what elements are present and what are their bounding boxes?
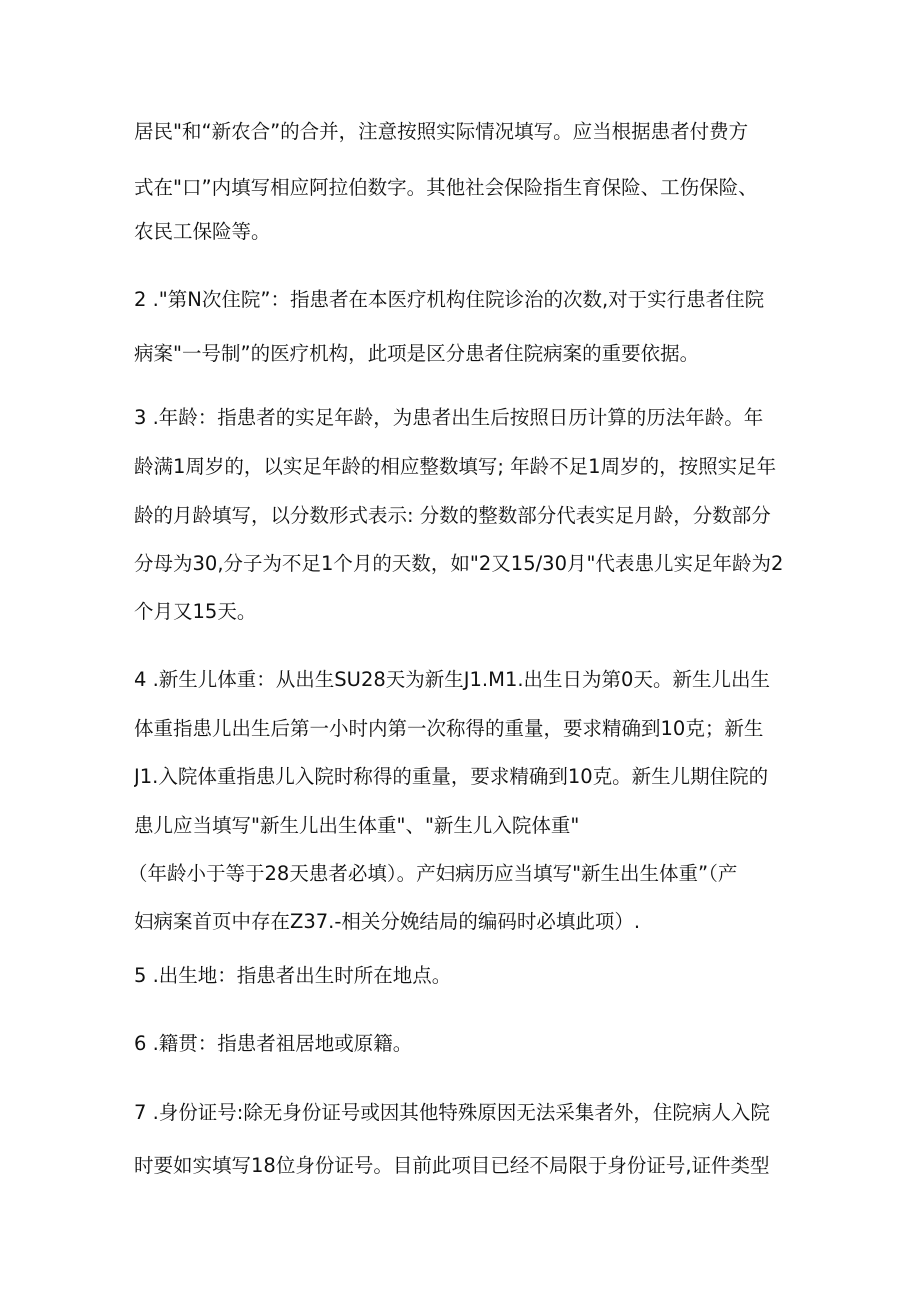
item-3-line-3: 龄的月龄填写，以分数形式表示: 分数的整数部分代表实足月龄，分数部分 [134, 504, 771, 527]
item-4-line-5: （年龄小于等于28天患者必填）。产妇病历应当填写"新生出生体重”（产 [128, 862, 738, 885]
item-7-line-1: 7 .身份证号:除无身份证号或因其他特殊原因无法采集者外，住院病人入院 [134, 1101, 770, 1124]
item-3-line-5: 个月又15天。 [134, 600, 257, 623]
item-4-line-6: 妇病案首页中存在Z37.-相关分娩结局的编码时必填此项）. [134, 910, 641, 933]
text-line-3: 农民工保险等。 [134, 220, 271, 243]
item-5-line-1: 5 .出生地：指患者出生时所在地点。 [134, 964, 452, 987]
item-4-line-1: 4 .新生儿体重：从出生SU28天为新生J1.M1.出生日为第0天。新生儿出生 [134, 668, 770, 691]
text-line-2: 式在"口”内填写相应阿拉伯数字。其他社会保险指生育保险、工伤保险、 [134, 176, 758, 199]
item-3-line-2: 龄满1周岁的，以实足年龄的相应整数填写; 年龄不足1周岁的，按照实足年 [134, 455, 777, 478]
item-3-line-4: 分母为30,分子为不足1个月的天数，如"2又15/30月"代表患儿实足年龄为2 [134, 552, 784, 575]
text-line-1: 居民"和“新农合”的合并，注意按照实际情况填写。应当根据患者付费方 [134, 120, 749, 143]
item-4-line-2: 体重指患儿出生后第一小时内第一次称得的重量，要求精确到10克；新生 [134, 717, 764, 740]
item-7-line-2: 时要如实填写18位身份证号。目前此项目已经不局限于身份证号,证件类型 [134, 1154, 770, 1177]
item-2-line-1: 2 ."第N次住院”：指患者在本医疗机构住院诊治的次数,对于实行患者住院 [134, 288, 765, 311]
item-2-line-2: 病案"一号制”的医疗机构，此项是区分患者住院病案的重要依据。 [134, 342, 700, 365]
item-6-line-1: 6 .籍贯：指患者祖居地或原籍。 [134, 1032, 413, 1055]
item-4-line-3: J1.入院体重指患儿入院时称得的重量，要求精确到10克。新生儿期住院的 [134, 765, 769, 788]
item-3-line-1: 3 .年龄：指患者的实足年龄，为患者出生后按照日历计算的历法年龄。年 [134, 406, 764, 429]
item-4-line-4: 患儿应当填写"新生儿出生体重"、"新生儿入院体重" [134, 814, 580, 837]
